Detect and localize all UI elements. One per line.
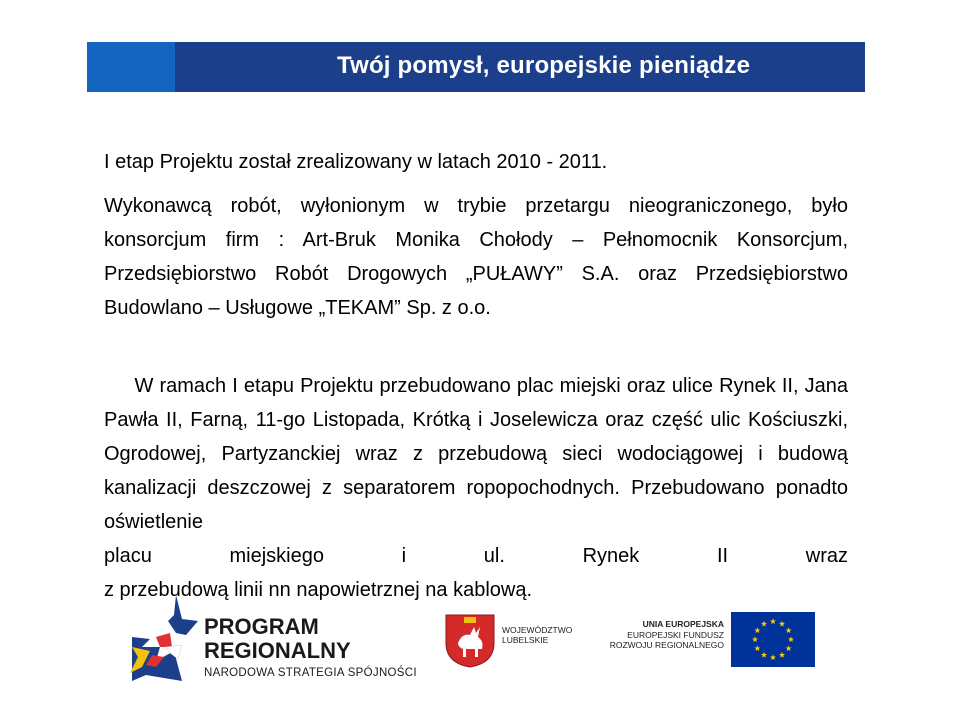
scope-last-line: z przebudową linii nn napowietrznej na kablową. xyxy=(104,579,533,601)
paragraph-contractor: Wykonawcą robót, wyłonionym w trybie przetargu nieograniczonego, było konsorcjum firm : Art-Bruk Monika Chołody – Pełnomocnik Konsorcjum, Przedsiębiorstwo Robót Drogowych „PUŁAWY” S.A. oraz Przedsiębiorstwo Budowlano – Usługowe „TEKAM” Sp. z o.o. xyxy=(104,195,848,319)
program-regionalny-star-icon xyxy=(126,595,202,687)
header-bar xyxy=(87,42,865,92)
wojewodztwo-lubelskie-text: WOJEWÓDZTWO LUBELSKIE xyxy=(502,625,573,645)
paragraph-stage-intro: I etap Projektu został zrealizowany w latach 2010 - 2011. xyxy=(104,151,608,173)
header-accent xyxy=(87,42,175,92)
scope-main-text: W ramach I etapu Projektu przebudowano plac miejski oraz ulice Rynek II, Jana Pawła II, Farną, 11-go Listopada, Krótką i Joselewicza oraz część ulic Kościuszki, Ogrodowej, Partyzanckiej wraz z przebudową sieci wodociągowej i budową kanalizacji deszczowej z separatorem ropopochodnych. Przebudowano ponadto oświetlenie xyxy=(104,375,854,533)
scope-justified-line: placu miejskiego i ul. Rynek II wraz xyxy=(104,545,848,567)
unia-europejska-text: UNIA EUROPEJSKA EUROPEJSKI FUNDUSZ ROZWOJU REGIONALNEGO xyxy=(609,619,724,650)
eu-flag-icon xyxy=(731,612,815,667)
program-regionalny-text: PROGRAM REGIONALNY NARODOWA STRATEGIA SPÓJNOŚCI xyxy=(204,614,417,679)
footer-logos xyxy=(0,595,960,705)
lubelskie-coat-of-arms-icon xyxy=(444,613,496,669)
page-title: Twój pomysł, europejskie pieniądze xyxy=(337,52,751,79)
